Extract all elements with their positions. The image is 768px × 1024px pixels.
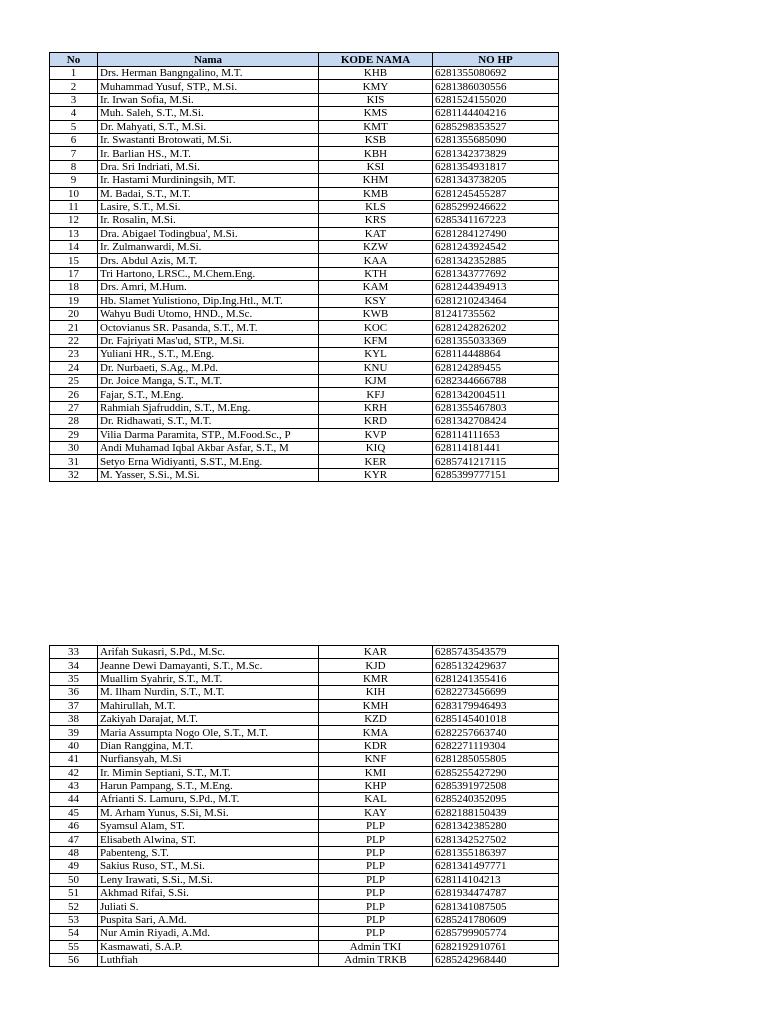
cell-kode-nama: KYR: [319, 468, 433, 481]
cell-no-hp: 6282192910761: [433, 940, 559, 953]
cell-no: 40: [50, 739, 98, 752]
cell-no-hp: 6281343738205: [433, 174, 559, 187]
cell-nama: Hb. Slamet Yulistiono, Dip.Ing.Htl., M.T.: [98, 294, 319, 307]
cell-nama: Dian Ranggina, M.T.: [98, 739, 319, 752]
cell-nama: Octovianus SR. Pasanda, S.T., M.T.: [98, 321, 319, 334]
table-row: [50, 321, 559, 334]
cell-no-hp: 6281285055805: [433, 753, 559, 766]
cell-nama: M. Badai, S.T., M.T.: [98, 187, 319, 200]
table-row: [50, 686, 559, 699]
cell-no: 33: [50, 646, 98, 659]
cell-no-hp: 6285242968440: [433, 953, 559, 966]
cell-nama: Nur Amin Riyadi, A.Md.: [98, 927, 319, 940]
cell-no-hp: 6281243924542: [433, 241, 559, 254]
cell-nama: Harun Pampang, S.T., M.Eng.: [98, 779, 319, 792]
cell-kode-nama: KER: [319, 455, 433, 468]
cell-no: 7: [50, 147, 98, 160]
cell-kode-nama: KZD: [319, 712, 433, 725]
table-row: [50, 374, 559, 387]
cell-no-hp: 628114448864: [433, 348, 559, 361]
cell-kode-nama: KLS: [319, 200, 433, 213]
cell-kode-nama: KZW: [319, 241, 433, 254]
cell-no-hp: 6281342373829: [433, 147, 559, 160]
cell-no: 49: [50, 860, 98, 873]
cell-no: 18: [50, 281, 98, 294]
cell-no: 53: [50, 913, 98, 926]
cell-kode-nama: Admin TRKB: [319, 953, 433, 966]
cell-nama: Drs. Herman Bangngalino, M.T.: [98, 67, 319, 80]
cell-kode-nama: KBH: [319, 147, 433, 160]
table-body-bottom: [50, 646, 559, 967]
cell-no-hp: 6281342352885: [433, 254, 559, 267]
cell-no: 17: [50, 267, 98, 280]
table-row: [50, 806, 559, 819]
cell-no: 6: [50, 133, 98, 146]
cell-kode-nama: KOC: [319, 321, 433, 334]
table-row: [50, 873, 559, 886]
cell-no: 45: [50, 806, 98, 819]
cell-no: 54: [50, 927, 98, 940]
table-row: [50, 793, 559, 806]
cell-kode-nama: KSY: [319, 294, 433, 307]
cell-kode-nama: PLP: [319, 927, 433, 940]
table-row: [50, 940, 559, 953]
cell-no: 52: [50, 900, 98, 913]
table-row: [50, 468, 559, 481]
cell-no: 48: [50, 846, 98, 859]
cell-no: 27: [50, 401, 98, 414]
table-row: [50, 267, 559, 280]
cell-no-hp: 6281342708424: [433, 415, 559, 428]
cell-no-hp: 6285240352095: [433, 793, 559, 806]
cell-kode-nama: KIQ: [319, 441, 433, 454]
cell-kode-nama: KAL: [319, 793, 433, 806]
cell-no: 10: [50, 187, 98, 200]
cell-no-hp: 6285799905774: [433, 927, 559, 940]
cell-nama: Leny Irawati, S.Si., M.Si.: [98, 873, 319, 886]
cell-no-hp: 6281342527502: [433, 833, 559, 846]
cell-no: 20: [50, 308, 98, 321]
table-row: [50, 388, 559, 401]
table-row: [50, 80, 559, 93]
table-row: [50, 187, 559, 200]
cell-no-hp: 6281355080692: [433, 67, 559, 80]
table-row: [50, 953, 559, 966]
table-row: [50, 820, 559, 833]
cell-no: 15: [50, 254, 98, 267]
table-row: [50, 913, 559, 926]
cell-kode-nama: KRS: [319, 214, 433, 227]
cell-nama: Setyo Erna Widiyanti, S.ST., M.Eng.: [98, 455, 319, 468]
table-row: [50, 200, 559, 213]
cell-kode-nama: KMA: [319, 726, 433, 739]
cell-kode-nama: KAY: [319, 806, 433, 819]
cell-kode-nama: PLP: [319, 833, 433, 846]
cell-kode-nama: PLP: [319, 913, 433, 926]
header-nama: Nama: [98, 53, 319, 67]
cell-no-hp: 628114104213: [433, 873, 559, 886]
cell-no-hp: 6281343777692: [433, 267, 559, 280]
cell-kode-nama: KJM: [319, 374, 433, 387]
cell-no: 29: [50, 428, 98, 441]
cell-kode-nama: KMI: [319, 766, 433, 779]
table-row: [50, 133, 559, 146]
cell-kode-nama: KHM: [319, 174, 433, 187]
cell-no-hp: 6281354931817: [433, 160, 559, 173]
table-row: [50, 846, 559, 859]
cell-nama: Fajar, S.T., M.Eng.: [98, 388, 319, 401]
cell-kode-nama: KNU: [319, 361, 433, 374]
cell-no: 30: [50, 441, 98, 454]
table-row: [50, 860, 559, 873]
table-header-row: [50, 53, 559, 67]
cell-no-hp: 6282271119304: [433, 739, 559, 752]
cell-kode-nama: KTH: [319, 267, 433, 280]
table-row: [50, 348, 559, 361]
cell-no-hp: 6282273456699: [433, 686, 559, 699]
table-row: [50, 441, 559, 454]
cell-no-hp: 6285298353527: [433, 120, 559, 133]
cell-no: 35: [50, 672, 98, 685]
table-row: [50, 659, 559, 672]
cell-nama: Juliati S.: [98, 900, 319, 913]
cell-no: 37: [50, 699, 98, 712]
cell-no: 34: [50, 659, 98, 672]
cell-kode-nama: KDR: [319, 739, 433, 752]
table-row: [50, 455, 559, 468]
cell-no-hp: 6281245455287: [433, 187, 559, 200]
cell-nama: Mahirullah, M.T.: [98, 699, 319, 712]
cell-nama: M. Ilham Nurdin, S.T., M.T.: [98, 686, 319, 699]
cell-no: 25: [50, 374, 98, 387]
table-row: [50, 281, 559, 294]
cell-kode-nama: KHP: [319, 779, 433, 792]
cell-nama: Dra. Sri Indriati, M.Si.: [98, 160, 319, 173]
table-row: [50, 93, 559, 106]
cell-kode-nama: KVP: [319, 428, 433, 441]
cell-kode-nama: PLP: [319, 900, 433, 913]
cell-no: 42: [50, 766, 98, 779]
cell-no: 50: [50, 873, 98, 886]
cell-no-hp: 6283179946493: [433, 699, 559, 712]
cell-no: 5: [50, 120, 98, 133]
cell-kode-nama: KIS: [319, 93, 433, 106]
table-row: [50, 415, 559, 428]
cell-nama: Wahyu Budi Utomo, HND., M.Sc.: [98, 308, 319, 321]
cell-kode-nama: PLP: [319, 873, 433, 886]
cell-no-hp: 6281144404216: [433, 107, 559, 120]
cell-nama: Dr. Mahyati, S.T., M.Si.: [98, 120, 319, 133]
cell-no: 38: [50, 712, 98, 725]
cell-no-hp: 6285741217115: [433, 455, 559, 468]
cell-kode-nama: KNF: [319, 753, 433, 766]
cell-kode-nama: KAM: [319, 281, 433, 294]
table-row: [50, 753, 559, 766]
cell-kode-nama: KSB: [319, 133, 433, 146]
cell-no-hp: 6281341087505: [433, 900, 559, 913]
cell-no-hp: 6281355467803: [433, 401, 559, 414]
cell-kode-nama: KMR: [319, 672, 433, 685]
cell-no-hp: 6285299246622: [433, 200, 559, 213]
cell-no: 41: [50, 753, 98, 766]
header-kode-nama: KODE NAMA: [319, 53, 433, 67]
table-row: [50, 174, 559, 187]
cell-nama: Ir. Zulmanwardi, M.Si.: [98, 241, 319, 254]
cell-nama: Muallim Syahrir, S.T., M.T.: [98, 672, 319, 685]
cell-nama: Drs. Abdul Azis, M.T.: [98, 254, 319, 267]
cell-no-hp: 6285399777151: [433, 468, 559, 481]
cell-no: 28: [50, 415, 98, 428]
cell-nama: Akhmad Rifai, S.Si.: [98, 887, 319, 900]
staff-table-bottom: [49, 645, 559, 967]
cell-no-hp: 6281210243464: [433, 294, 559, 307]
cell-kode-nama: KMB: [319, 187, 433, 200]
cell-no: 31: [50, 455, 98, 468]
cell-kode-nama: KRD: [319, 415, 433, 428]
cell-no: 51: [50, 887, 98, 900]
table-row: [50, 361, 559, 374]
table-row: [50, 900, 559, 913]
header-no: No: [50, 53, 98, 67]
cell-nama: Arifah Sukasri, S.Pd., M.Sc.: [98, 646, 319, 659]
table-row: [50, 214, 559, 227]
cell-nama: Andi Muhamad Iqbal Akbar Asfar, S.T., M: [98, 441, 319, 454]
cell-no-hp: 6281242826202: [433, 321, 559, 334]
cell-no: 1: [50, 67, 98, 80]
cell-no-hp: 6281342385280: [433, 820, 559, 833]
cell-nama: Syamsul Alam, ST.: [98, 820, 319, 833]
cell-nama: Pabenteng, S.T.: [98, 846, 319, 859]
cell-no-hp: 6281355685090: [433, 133, 559, 146]
cell-nama: Ir. Hastami Murdiningsih, MT.: [98, 174, 319, 187]
cell-nama: Ir. Swastanti Brotowati, M.Si.: [98, 133, 319, 146]
cell-nama: Jeanne Dewi Damayanti, S.T., M.Sc.: [98, 659, 319, 672]
cell-no-hp: 6285743543579: [433, 646, 559, 659]
cell-no: 55: [50, 940, 98, 953]
cell-nama: Luthfiah: [98, 953, 319, 966]
cell-no-hp: 6281524155020: [433, 93, 559, 106]
cell-no-hp: 6281341497771: [433, 860, 559, 873]
table-row: [50, 887, 559, 900]
cell-nama: Drs. Amri, M.Hum.: [98, 281, 319, 294]
cell-no-hp: 81241735562: [433, 308, 559, 321]
cell-nama: Lasire, S.T., M.Si.: [98, 200, 319, 213]
cell-no: 24: [50, 361, 98, 374]
cell-nama: M. Arham Yunus, S.Si, M.Si.: [98, 806, 319, 819]
cell-no: 13: [50, 227, 98, 240]
table-row: [50, 107, 559, 120]
cell-nama: Muh. Saleh, S.T., M.Si.: [98, 107, 319, 120]
cell-no-hp: 6282257663740: [433, 726, 559, 739]
cell-no: 9: [50, 174, 98, 187]
table-row: [50, 401, 559, 414]
cell-kode-nama: KAA: [319, 254, 433, 267]
cell-no-hp: 628114111653: [433, 428, 559, 441]
table-row: [50, 241, 559, 254]
cell-no: 12: [50, 214, 98, 227]
table-row: [50, 254, 559, 267]
header-no-hp: NO HP: [433, 53, 559, 67]
table-row: [50, 927, 559, 940]
cell-no-hp: 628124289455: [433, 361, 559, 374]
table-row: [50, 160, 559, 173]
table-row: [50, 334, 559, 347]
cell-no: 32: [50, 468, 98, 481]
cell-kode-nama: KMH: [319, 699, 433, 712]
table-row: [50, 672, 559, 685]
cell-no: 44: [50, 793, 98, 806]
cell-nama: M. Yasser, S.Si., M.Si.: [98, 468, 319, 481]
cell-nama: Ir. Barlian HS., M.T.: [98, 147, 319, 160]
cell-no: 14: [50, 241, 98, 254]
table-row: [50, 428, 559, 441]
cell-no: 46: [50, 820, 98, 833]
cell-no-hp: 6281342004511: [433, 388, 559, 401]
table-row: [50, 726, 559, 739]
cell-no-hp: 6285145401018: [433, 712, 559, 725]
cell-no: 47: [50, 833, 98, 846]
table-row: [50, 646, 559, 659]
cell-nama: Ir. Irwan Sofia, M.Si.: [98, 93, 319, 106]
cell-nama: Dr. Ridhawati, S.T., M.T.: [98, 415, 319, 428]
cell-nama: Afrianti S. Lamuru, S.Pd., M.T.: [98, 793, 319, 806]
table-row: [50, 712, 559, 725]
cell-no-hp: 6281934474787: [433, 887, 559, 900]
cell-no-hp: 6281241355416: [433, 672, 559, 685]
cell-kode-nama: KRH: [319, 401, 433, 414]
cell-no: 26: [50, 388, 98, 401]
cell-nama: Zakiyah Darajat, M.T.: [98, 712, 319, 725]
cell-no-hp: 6282344666788: [433, 374, 559, 387]
table-row: [50, 699, 559, 712]
cell-no-hp: 6282188150439: [433, 806, 559, 819]
table-row: [50, 833, 559, 846]
cell-no-hp: 6281386030556: [433, 80, 559, 93]
cell-kode-nama: KYL: [319, 348, 433, 361]
cell-kode-nama: PLP: [319, 860, 433, 873]
cell-kode-nama: PLP: [319, 887, 433, 900]
table-row: [50, 294, 559, 307]
cell-no: 23: [50, 348, 98, 361]
cell-no: 36: [50, 686, 98, 699]
table-row: [50, 67, 559, 80]
cell-no-hp: 6285341167223: [433, 214, 559, 227]
cell-no: 19: [50, 294, 98, 307]
cell-no-hp: 6281244394913: [433, 281, 559, 294]
cell-kode-nama: KHB: [319, 67, 433, 80]
table-row: [50, 147, 559, 160]
cell-no-hp: 6285391972508: [433, 779, 559, 792]
cell-kode-nama: KWB: [319, 308, 433, 321]
cell-kode-nama: KFM: [319, 334, 433, 347]
cell-nama: Maria Assumpta Nogo Ole, S.T., M.T.: [98, 726, 319, 739]
cell-kode-nama: KMT: [319, 120, 433, 133]
cell-nama: Tri Hartono, LRSC., M.Chem.Eng.: [98, 267, 319, 280]
cell-no: 3: [50, 93, 98, 106]
cell-no-hp: 6281355033369: [433, 334, 559, 347]
cell-nama: Elisabeth Alwina, ST.: [98, 833, 319, 846]
cell-nama: Dr. Fajriyati Mas'ud, STP., M.Si.: [98, 334, 319, 347]
cell-kode-nama: KIH: [319, 686, 433, 699]
cell-kode-nama: KJD: [319, 659, 433, 672]
cell-nama: Rahmiah Sjafruddin, S.T., M.Eng.: [98, 401, 319, 414]
cell-nama: Ir. Rosalin, M.Si.: [98, 214, 319, 227]
table-row: [50, 766, 559, 779]
cell-no: 8: [50, 160, 98, 173]
cell-no: 39: [50, 726, 98, 739]
cell-nama: Muhammad Yusuf, STP., M.Si.: [98, 80, 319, 93]
table-row: [50, 120, 559, 133]
cell-nama: Sakius Ruso, ST., M.Si.: [98, 860, 319, 873]
table-row: [50, 739, 559, 752]
cell-no-hp: 6281355186397: [433, 846, 559, 859]
cell-nama: Ir. Mimin Septiani, S.T., M.T.: [98, 766, 319, 779]
cell-no-hp: 6285255427290: [433, 766, 559, 779]
cell-kode-nama: KAR: [319, 646, 433, 659]
cell-nama: Yuliani HR., S.T., M.Eng.: [98, 348, 319, 361]
cell-no-hp: 6285241780609: [433, 913, 559, 926]
cell-no-hp: 6285132429637: [433, 659, 559, 672]
cell-kode-nama: KMS: [319, 107, 433, 120]
cell-nama: Dra. Abigael Todingbua', M.Si.: [98, 227, 319, 240]
cell-no-hp: 6281284127490: [433, 227, 559, 240]
staff-table-top: [49, 52, 559, 482]
cell-kode-nama: KMY: [319, 80, 433, 93]
cell-nama: Kasmawati, S.A.P.: [98, 940, 319, 953]
cell-kode-nama: KSI: [319, 160, 433, 173]
table-row: [50, 779, 559, 792]
cell-nama: Dr. Joice Manga, S.T., M.T.: [98, 374, 319, 387]
cell-no: 21: [50, 321, 98, 334]
cell-kode-nama: PLP: [319, 846, 433, 859]
cell-kode-nama: PLP: [319, 820, 433, 833]
cell-no: 4: [50, 107, 98, 120]
cell-no: 43: [50, 779, 98, 792]
cell-nama: Dr. Nurbaeti, S.Ag., M.Pd.: [98, 361, 319, 374]
table-body-top: [50, 67, 559, 482]
cell-kode-nama: KFJ: [319, 388, 433, 401]
cell-nama: Puspita Sari, A.Md.: [98, 913, 319, 926]
table-row: [50, 227, 559, 240]
cell-no: 56: [50, 953, 98, 966]
cell-no: 11: [50, 200, 98, 213]
cell-no: 2: [50, 80, 98, 93]
cell-nama: Vilia Darma Paramita, STP., M.Food.Sc., P: [98, 428, 319, 441]
cell-kode-nama: KAT: [319, 227, 433, 240]
cell-no-hp: 628114181441: [433, 441, 559, 454]
cell-no: 22: [50, 334, 98, 347]
table-row: [50, 308, 559, 321]
cell-kode-nama: Admin TKI: [319, 940, 433, 953]
cell-nama: Nurfiansyah, M.Si: [98, 753, 319, 766]
